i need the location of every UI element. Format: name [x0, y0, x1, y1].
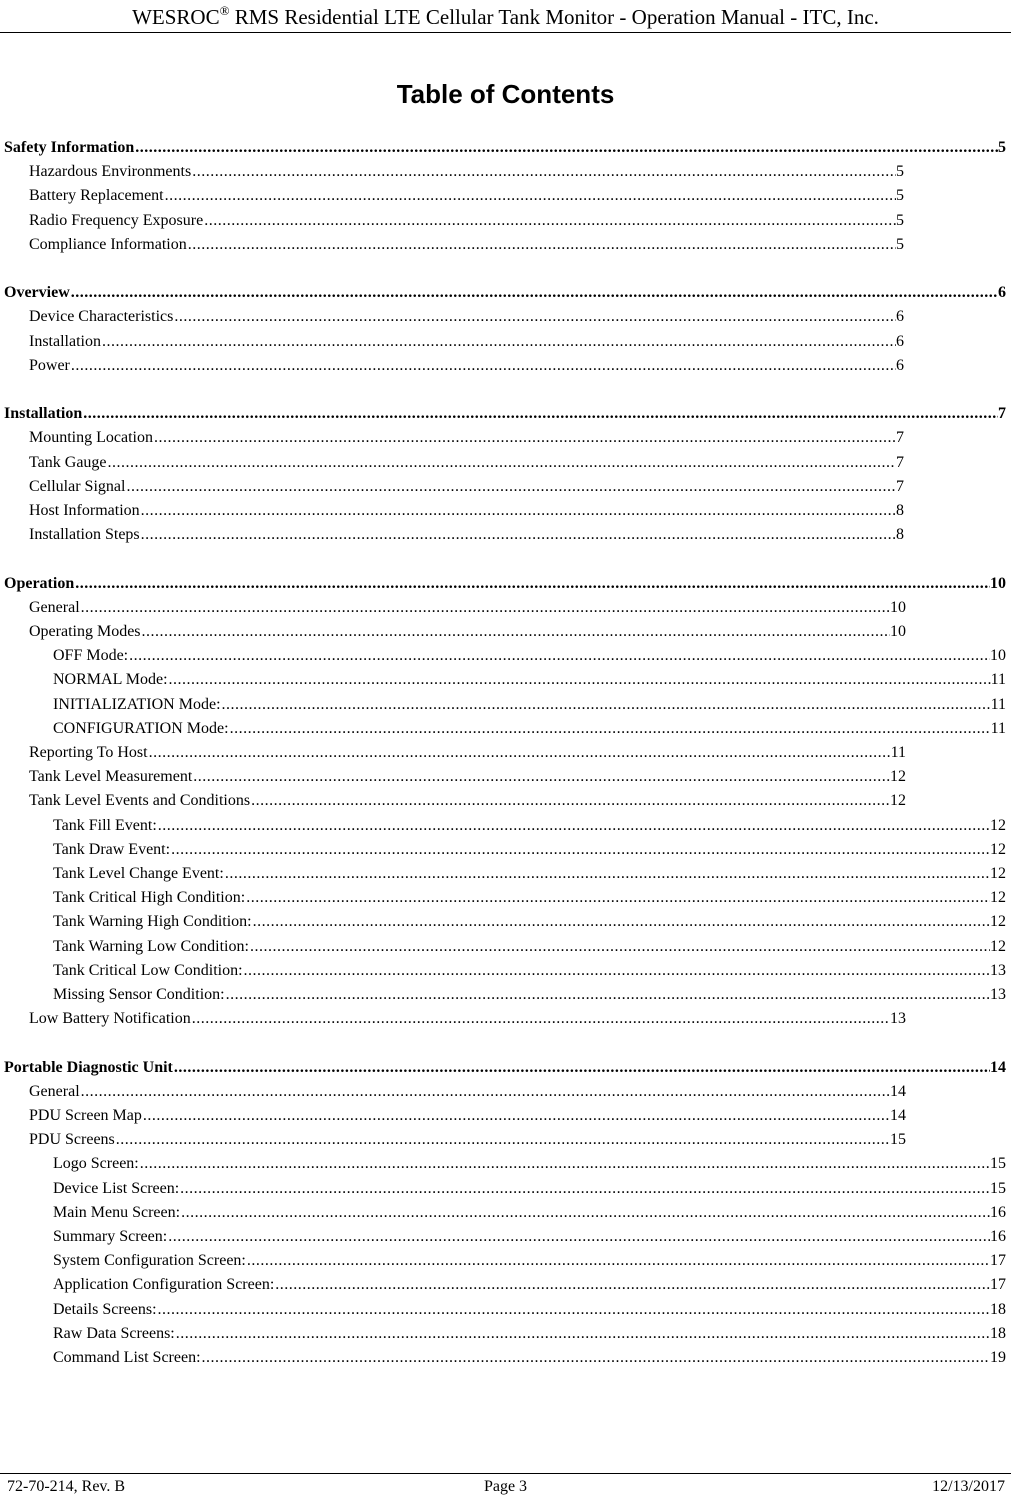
toc-entry[interactable]: [29, 1129, 906, 1151]
toc-subentry[interactable]: [53, 718, 1006, 740]
toc-entry[interactable]: [29, 185, 904, 207]
toc-entry-page: 5: [896, 187, 904, 204]
toc-entry-page: 5: [896, 163, 904, 180]
dot-leader: [81, 1081, 890, 1103]
toc-entry[interactable]: [29, 1081, 906, 1103]
dot-leader: [174, 1057, 990, 1079]
toc-entry-page: 8: [896, 502, 904, 519]
toc-entry-page: 8: [896, 526, 904, 543]
toc-entry-page: 11: [990, 720, 1006, 737]
toc-entry-title: Overview: [4, 284, 70, 301]
toc-entry[interactable]: [29, 524, 904, 546]
toc-subentry[interactable]: [53, 911, 1006, 933]
toc-entry-page: 6: [896, 357, 904, 374]
dot-leader: [126, 476, 896, 498]
toc-entry-title: Tank Warning Low Condition:: [53, 938, 249, 955]
toc-subentry[interactable]: [53, 960, 1006, 982]
dot-leader: [158, 1299, 990, 1321]
toc-entry-title: Details Screens:: [53, 1301, 157, 1318]
toc-entry[interactable]: [29, 452, 904, 474]
toc-entry-title: Device List Screen:: [53, 1180, 180, 1197]
toc-entry-page: 19: [990, 1349, 1006, 1366]
toc-entry-page: 13: [990, 962, 1006, 979]
toc-entry-page: 10: [890, 599, 906, 616]
toc-entry-page: 16: [990, 1204, 1006, 1221]
toc-entry-page: 10: [990, 647, 1006, 664]
toc-entry-title: Tank Warning High Condition:: [53, 913, 252, 930]
toc-entry-page: 17: [990, 1252, 1006, 1269]
header-title-pre: WESROC: [132, 5, 220, 29]
toc-entry-page: 12: [890, 792, 906, 809]
toc-entry-page: 6: [896, 308, 904, 325]
toc-entry[interactable]: [29, 742, 906, 764]
dot-leader: [192, 1008, 890, 1030]
toc-entry-page: 15: [990, 1180, 1006, 1197]
toc-subentry[interactable]: [53, 669, 1006, 691]
toc-entry-page: 10: [990, 575, 1006, 592]
toc-entry-title: CONFIGURATION Mode:: [53, 720, 229, 737]
dot-leader: [246, 887, 990, 909]
toc-entry-page: 5: [896, 212, 904, 229]
toc-entry[interactable]: [29, 1105, 906, 1127]
dot-leader: [204, 210, 896, 232]
toc-entry-title: Radio Frequency Exposure: [29, 212, 204, 229]
toc-subentry[interactable]: [53, 1347, 1006, 1369]
toc-entry-title: NORMAL Mode:: [53, 671, 168, 688]
toc-entry-page: 14: [890, 1083, 906, 1100]
toc-entry-page: 13: [990, 986, 1006, 1003]
toc-entry-page: 5: [998, 139, 1006, 156]
toc-entry-title: Mounting Location: [29, 429, 153, 446]
dot-leader: [202, 1347, 990, 1369]
toc-entry-page: 12: [990, 841, 1006, 858]
toc-entry-title: Operation: [4, 575, 75, 592]
toc-subentry[interactable]: [53, 887, 1006, 909]
dot-leader: [180, 1178, 990, 1200]
toc-entry[interactable]: [29, 306, 904, 328]
toc-entry-page: 10: [890, 623, 906, 640]
toc-entry-title: Application Configuration Screen:: [53, 1276, 275, 1293]
toc-entry[interactable]: [29, 766, 906, 788]
toc-entry-title: Cellular Signal: [29, 478, 126, 495]
toc-subentry[interactable]: [53, 1274, 1006, 1296]
toc-entry[interactable]: [29, 234, 904, 256]
toc-entry-title: Operating Modes: [29, 623, 141, 640]
toc-entry-title: PDU Screens: [29, 1131, 115, 1148]
toc-subentry[interactable]: [53, 1153, 1006, 1175]
toc-entry-title: Tank Critical High Condition:: [53, 889, 246, 906]
dot-leader: [169, 669, 991, 691]
toc-subentry[interactable]: [53, 863, 1006, 885]
footer-page-label: Page 3: [483, 1478, 528, 1495]
footer-rule: [0, 1473, 1011, 1474]
toc-subentry[interactable]: [53, 1178, 1006, 1200]
dot-leader: [192, 161, 896, 183]
toc-entry-page: 5: [896, 236, 904, 253]
dot-leader: [225, 863, 990, 885]
toc-entry-title: Power: [29, 357, 70, 374]
dot-leader: [174, 306, 896, 328]
dot-leader: [75, 573, 990, 595]
dot-leader: [176, 1323, 990, 1345]
toc-entry-page: 18: [990, 1325, 1006, 1342]
toc-subentry[interactable]: [53, 1323, 1006, 1345]
toc-entry-title: Tank Level Events and Conditions: [29, 792, 251, 809]
toc-entry-page: 12: [890, 768, 906, 785]
toc-entry-page: 12: [990, 938, 1006, 955]
toc-entry-title: Reporting To Host: [29, 744, 148, 761]
toc-subentry[interactable]: [53, 984, 1006, 1006]
toc-subentry[interactable]: [53, 1250, 1006, 1272]
dot-leader: [171, 839, 990, 861]
dot-leader: [149, 742, 891, 764]
dot-leader: [230, 718, 991, 740]
toc-entry-title: Battery Replacement: [29, 187, 164, 204]
dot-leader: [181, 1202, 990, 1224]
toc-subentry[interactable]: [53, 694, 1006, 716]
dot-leader: [102, 331, 896, 353]
toc-entry-title: Tank Gauge: [29, 454, 107, 471]
toc-entry[interactable]: [29, 427, 904, 449]
toc-subentry[interactable]: [53, 1202, 1006, 1224]
toc-entry[interactable]: [29, 597, 906, 619]
toc-heading: Table of Contents: [396, 79, 615, 109]
dot-leader: [71, 355, 896, 377]
dot-leader: [141, 524, 896, 546]
toc-entry-page: 7: [998, 405, 1006, 422]
toc-entry-title: INITIALIZATION Mode:: [53, 696, 221, 713]
toc-entry[interactable]: [29, 355, 904, 377]
dot-leader: [275, 1274, 990, 1296]
dot-leader: [71, 282, 998, 304]
dot-leader: [81, 597, 890, 619]
toc-entry-page: 14: [890, 1107, 906, 1124]
toc-entry-page: 6: [896, 333, 904, 350]
toc-entry-page: 11: [990, 696, 1006, 713]
toc-section-entry[interactable]: [4, 137, 1006, 159]
toc-subentry[interactable]: [53, 839, 1006, 861]
toc-entry-page: 7: [896, 478, 904, 495]
toc-entry-title: Tank Level Measurement: [29, 768, 193, 785]
toc-entry-page: 6: [998, 284, 1006, 301]
toc-entry-title: Hazardous Environments: [29, 163, 192, 180]
toc-entry-title: Raw Data Screens:: [53, 1325, 175, 1342]
toc-section-entry[interactable]: [4, 282, 1006, 304]
dot-leader: [193, 766, 890, 788]
toc-entry[interactable]: [29, 161, 904, 183]
dot-leader: [250, 936, 990, 958]
dot-leader: [158, 815, 990, 837]
dot-leader: [154, 427, 896, 449]
toc-subentry[interactable]: [53, 645, 1006, 667]
dot-leader: [226, 984, 990, 1006]
header-title-post: RMS Residential LTE Cellular Tank Monitor - Operation Manual - ITC, Inc.: [229, 5, 879, 29]
toc-entry-title: Installation: [29, 333, 101, 350]
dot-leader: [142, 621, 890, 643]
registered-mark: ®: [219, 3, 230, 18]
dot-leader: [141, 500, 896, 522]
dot-leader: [116, 1129, 890, 1151]
toc-entry-title: Command List Screen:: [53, 1349, 201, 1366]
running-header: [0, 4, 1011, 30]
toc-section-entry[interactable]: [4, 573, 1006, 595]
toc-entry-title: OFF Mode:: [53, 647, 129, 664]
dot-leader: [135, 137, 998, 159]
toc-entry-page: 15: [990, 1155, 1006, 1172]
footer-date: 12/13/2017: [932, 1478, 1005, 1495]
toc-section-entry[interactable]: [4, 403, 1006, 425]
footer-doc-number: 72-70-214, Rev. B: [7, 1478, 126, 1495]
toc-entry-title: Device Characteristics: [29, 308, 174, 325]
toc-entry[interactable]: [29, 331, 904, 353]
toc-entry-title: Host Information: [29, 502, 140, 519]
toc-entry-title: Summary Screen:: [53, 1228, 168, 1245]
toc-entry-title: System Configuration Screen:: [53, 1252, 246, 1269]
dot-leader: [247, 1250, 990, 1272]
toc-entry-page: 7: [896, 429, 904, 446]
toc-entry-page: 11: [990, 671, 1006, 688]
dot-leader: [251, 790, 890, 812]
toc-entry-page: 16: [990, 1228, 1006, 1245]
toc-entry-page: 12: [990, 817, 1006, 834]
toc-entry-page: 7: [896, 454, 904, 471]
toc-entry-title: General: [29, 1083, 80, 1100]
toc-entry-title: Logo Screen:: [53, 1155, 139, 1172]
toc-entry[interactable]: [29, 790, 906, 812]
toc-entry-page: 18: [990, 1301, 1006, 1318]
toc-subentry[interactable]: [53, 1299, 1006, 1321]
toc-entry-page: 12: [990, 913, 1006, 930]
toc-entry-page: 12: [990, 865, 1006, 882]
toc-entry-title: Tank Level Change Event:: [53, 865, 224, 882]
toc-entry-title: Tank Fill Event:: [53, 817, 157, 834]
toc-entry-title: General: [29, 599, 80, 616]
toc-entry-page: 14: [990, 1059, 1006, 1076]
dot-leader: [253, 911, 990, 933]
toc-entry-page: 13: [890, 1010, 906, 1027]
dot-leader: [188, 234, 896, 256]
dot-leader: [143, 1105, 890, 1127]
toc-subentry[interactable]: [53, 1226, 1006, 1248]
toc-entry-title: Installation Steps: [29, 526, 140, 543]
toc-entry-title: Safety Information: [4, 139, 135, 156]
toc-entry-title: Main Menu Screen:: [53, 1204, 181, 1221]
toc-entry-title: Installation: [4, 405, 83, 422]
dot-leader: [129, 645, 990, 667]
toc-section-entry[interactable]: [4, 1057, 1006, 1079]
toc-entry[interactable]: [29, 210, 904, 232]
dot-leader: [244, 960, 990, 982]
dot-leader: [165, 185, 896, 207]
toc-entry-title: Compliance Information: [29, 236, 187, 253]
dot-leader: [140, 1153, 990, 1175]
toc-entry-title: Low Battery Notification: [29, 1010, 191, 1027]
toc-entry[interactable]: [29, 500, 904, 522]
toc-entry-title: Tank Draw Event:: [53, 841, 171, 858]
toc-entry-title: PDU Screen Map: [29, 1107, 142, 1124]
toc-entry-page: 15: [890, 1131, 906, 1148]
toc-subentry[interactable]: [53, 936, 1006, 958]
dot-leader: [168, 1226, 990, 1248]
header-rule: [0, 32, 1011, 33]
toc-entry-page: 12: [990, 889, 1006, 906]
toc-entry-title: Portable Diagnostic Unit: [4, 1059, 173, 1076]
toc-entry[interactable]: [29, 1008, 906, 1030]
toc-subentry[interactable]: [53, 815, 1006, 837]
dot-leader: [108, 452, 896, 474]
toc-entry[interactable]: [29, 476, 904, 498]
toc-entry-page: 11: [890, 744, 906, 761]
dot-leader: [222, 694, 991, 716]
toc-entry-page: 17: [990, 1276, 1006, 1293]
toc-entry[interactable]: [29, 621, 906, 643]
dot-leader: [83, 403, 998, 425]
toc-entry-title: Missing Sensor Condition:: [53, 986, 225, 1003]
toc-entry-title: Tank Critical Low Condition:: [53, 962, 243, 979]
